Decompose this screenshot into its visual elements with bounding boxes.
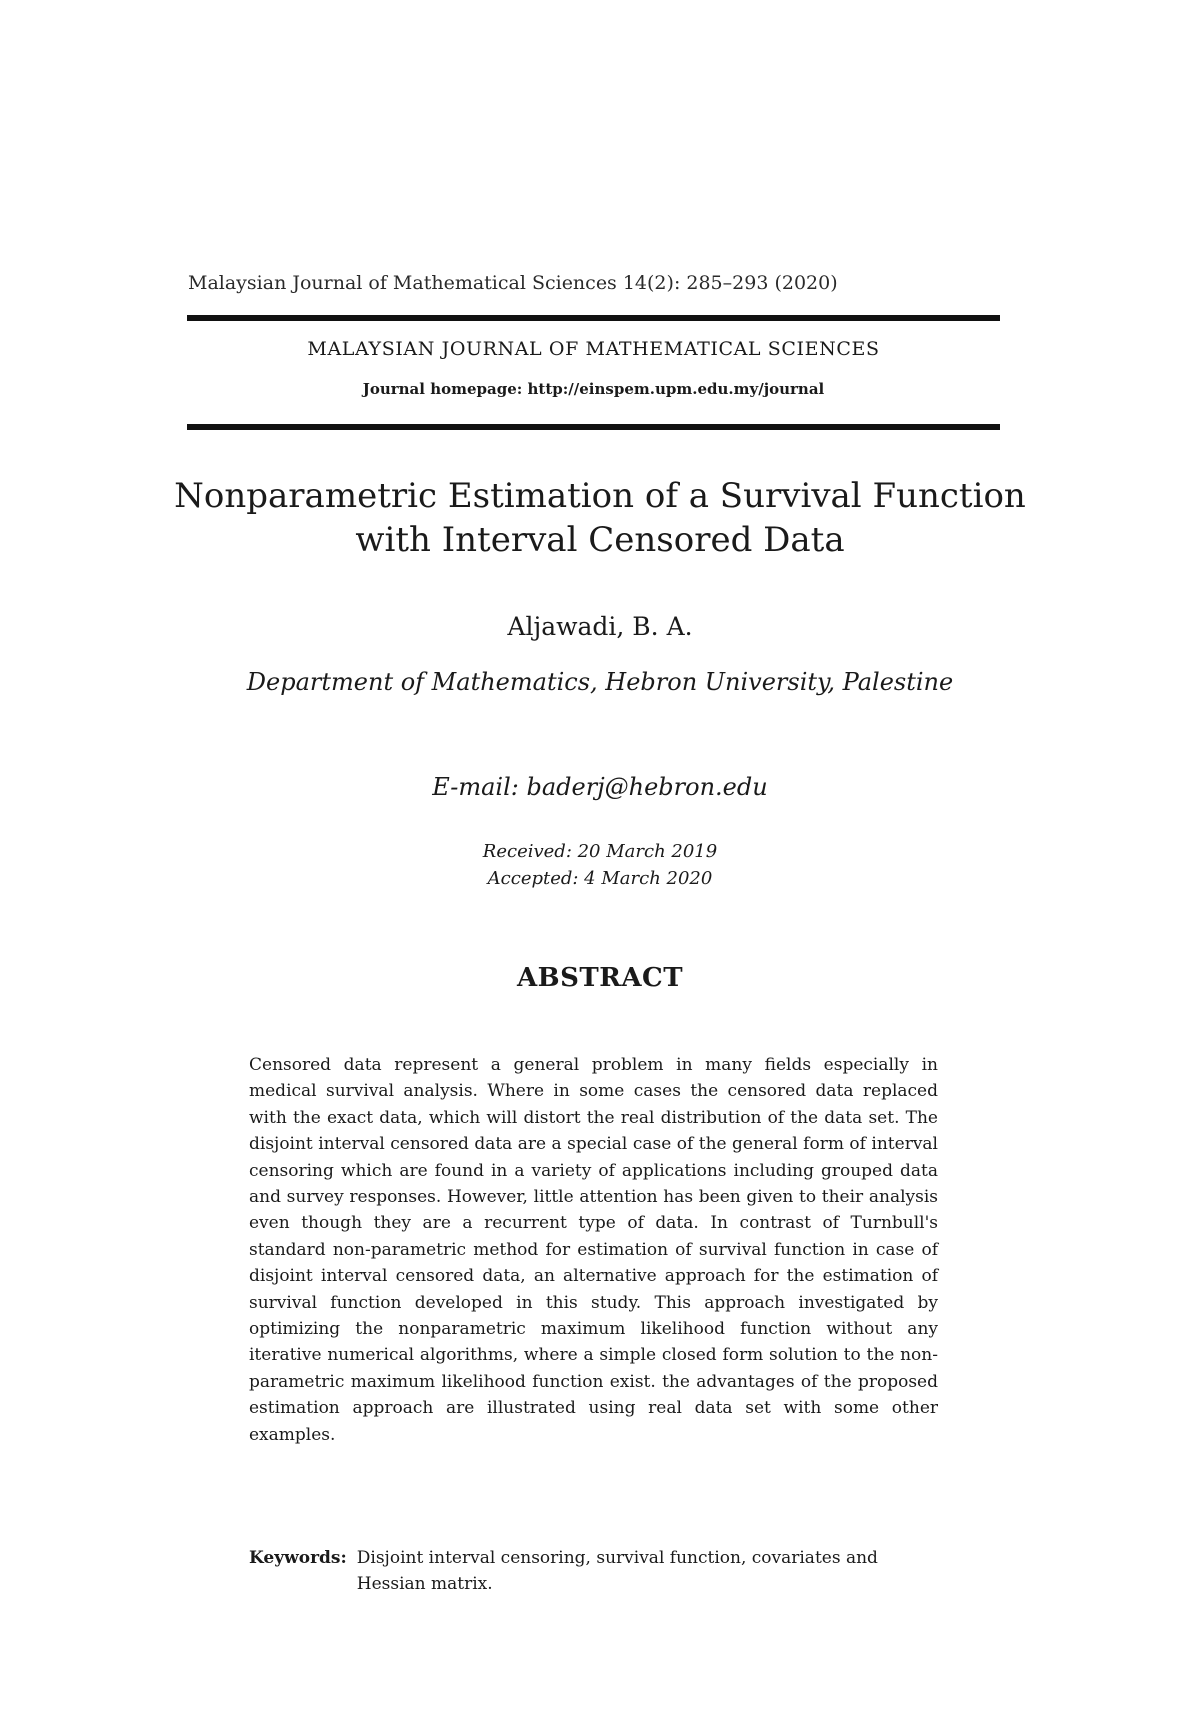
- article-title: Nonparametric Estimation of a Survival Function with Interval Censored Data: [174, 476, 1026, 560]
- header-bottom-rule: [187, 424, 1000, 430]
- author-affiliation: Department of Mathematics, Hebron University, Palestine: [246, 668, 954, 696]
- keywords-label: Keywords:: [249, 1548, 347, 1568]
- journal-homepage: Journal homepage: http://einspem.upm.edu.my/journal: [362, 380, 825, 398]
- header-top-rule: [187, 315, 1000, 321]
- keywords-block: [249, 1545, 938, 1597]
- author-email: E-mail: baderj@hebron.edu: [432, 773, 768, 801]
- article-dates: [150, 838, 1050, 892]
- abstract-text: Censored data represent a general problem in many fields especially in medical survival analysis. Where in some cases the censored data replaced with the exact data, which will distort the real distribution of the data set. The disjoint interval censored data are a special case of the general form of interval censoring which are found in a variety of applications including grouped data and survey responses. However, little attention has been given to their analysis even though they are a recurrent type of data. In contrast of Turnbull's standard non-parametric method for estimation of survival function in case of disjoint interval censored data, an alternative approach for the estimation of survival function developed in this study. This approach investigated by optimizing the nonparametric maximum likelihood function without any iterative numerical algorithms, where a simple closed form solution to the non-parametric maximum likelihood function exist. the advantages of the proposed estimation approach are illustrated using real data set with some other examples.: [249, 1055, 938, 1445]
- accepted-date: Accepted: 4 March 2020: [487, 868, 713, 889]
- journal-name: MALAYSIAN JOURNAL OF MATHEMATICAL SCIENCES: [307, 338, 880, 360]
- received-date: Received: 20 March 2019: [482, 841, 718, 862]
- author-name: Aljawadi, B. A.: [507, 612, 693, 641]
- abstract-heading: ABSTRACT: [516, 963, 684, 993]
- journal-citation: Malaysian Journal of Mathematical Sciences 14(2): 285–293 (2020): [188, 272, 838, 294]
- keywords-text: Disjoint interval censoring, survival function, covariates and Hessian matrix.: [356, 1548, 878, 1594]
